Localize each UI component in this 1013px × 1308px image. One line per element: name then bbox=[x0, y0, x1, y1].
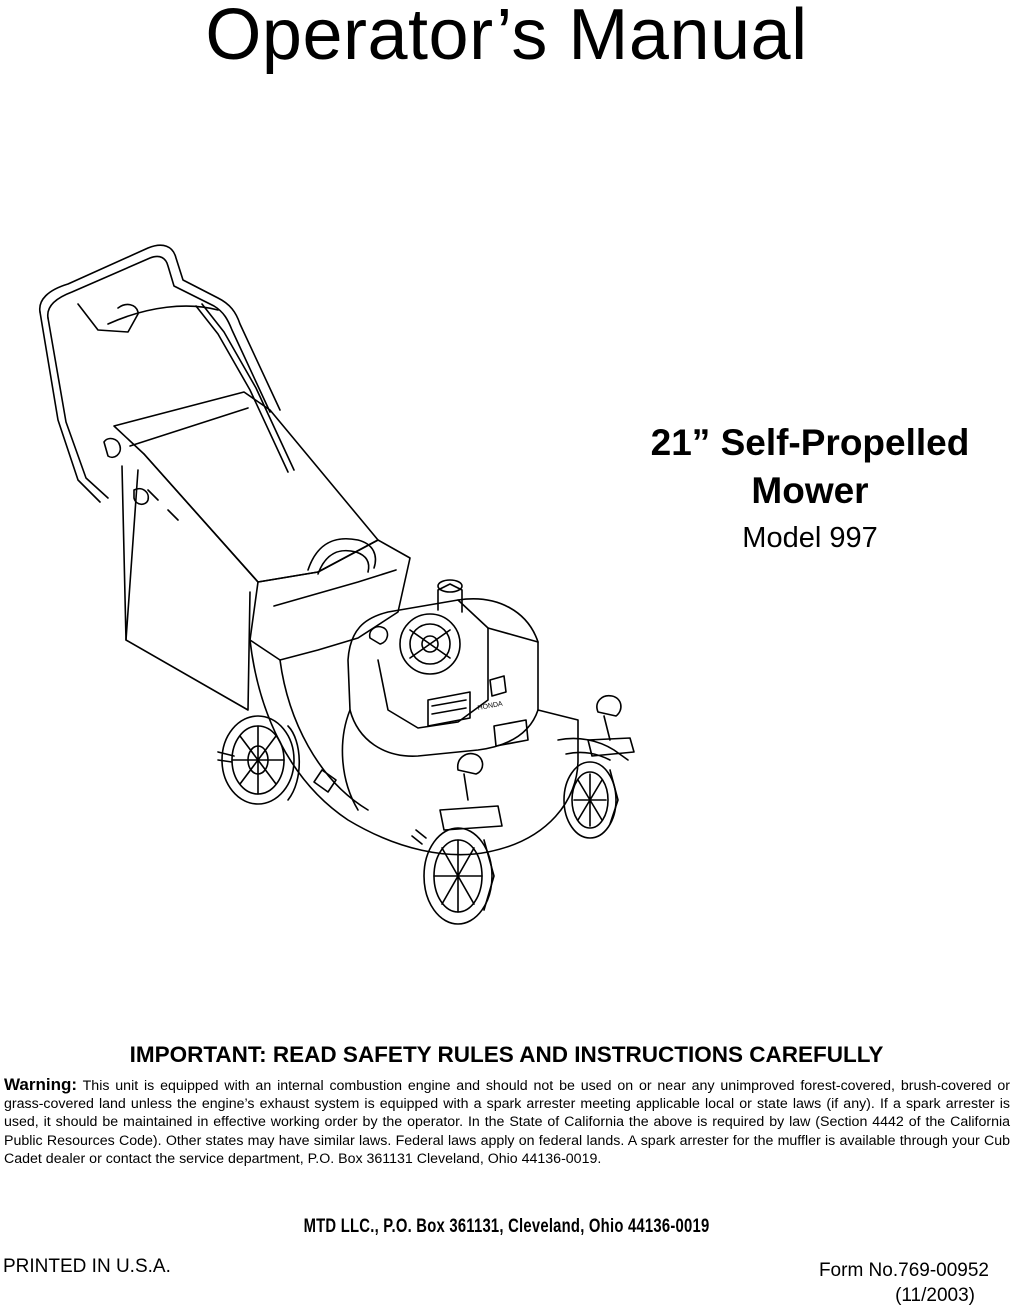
warning-paragraph bbox=[4, 1076, 1010, 1168]
handle-bar bbox=[40, 245, 280, 410]
warning-label: Warning: bbox=[4, 1075, 78, 1094]
manual-title: Operator’s Manual bbox=[205, 0, 808, 75]
form-date: (11/2003) bbox=[895, 1285, 975, 1306]
product-name-line1: 21” Self-Propelled bbox=[650, 422, 970, 463]
printed-in: PRINTED IN U.S.A. bbox=[3, 1256, 171, 1277]
lawn-mower-illustration bbox=[18, 240, 658, 930]
grass-bag bbox=[114, 392, 378, 582]
mower-deck bbox=[250, 640, 578, 855]
company-address: MTD LLC., P.O. Box 361131, Cleveland, Ohio 44136-0019 bbox=[303, 1216, 710, 1237]
engine bbox=[348, 599, 538, 756]
warning-text: This unit is equipped with an internal combustion engine and should not be used on or near any unimproved forest-covered, brush-covered or grass-covered land unless the engine’s exhaust system is equipped with a spark arrester meeting applicable local or state laws (if any). If a spark arrester is used, it should be maintained in effective working order by the operator. In the State of California the above is required by law (Section 4442 of the California Public Resources Code). Other states may have similar laws. Federal laws apply on federal lands. A spark arrester for the muffler is available through your Cub Cadet dealer or contact the service department, P.O. Box 361131 Cleveland, Ohio 44136-0019. bbox=[4, 1078, 1010, 1167]
form-number: Form No.769-00952 bbox=[818, 1260, 989, 1281]
product-name-line2: Mower bbox=[751, 470, 869, 511]
engine-brand-label: HONDA bbox=[477, 700, 504, 712]
important-notice: IMPORTANT: READ SAFETY RULES AND INSTRUCTIONS CAREFULLY bbox=[129, 1042, 884, 1067]
model-number: Model 997 bbox=[742, 522, 878, 554]
